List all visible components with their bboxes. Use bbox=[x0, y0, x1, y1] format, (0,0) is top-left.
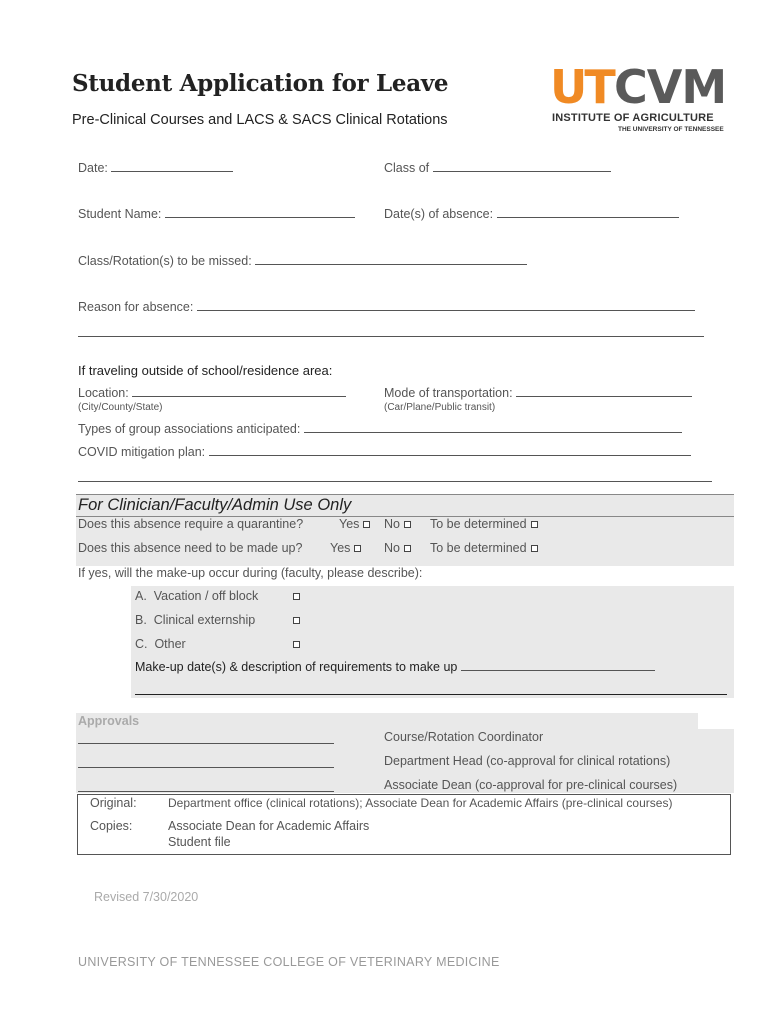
makeup-tbd-checkbox[interactable] bbox=[531, 545, 538, 552]
makeup-dates-field[interactable] bbox=[461, 660, 655, 671]
option-other-checkbox[interactable] bbox=[293, 641, 300, 648]
mode-label: Mode of transportation: bbox=[384, 386, 692, 400]
page-title: Student Application for Leave bbox=[72, 70, 449, 97]
assoc-dean-signature-line[interactable] bbox=[78, 791, 334, 792]
option-other[interactable]: C. Other bbox=[135, 637, 186, 651]
makeup-yes[interactable]: Yes bbox=[330, 541, 361, 555]
groups-field[interactable] bbox=[304, 422, 682, 433]
quarantine-no-checkbox[interactable] bbox=[404, 521, 411, 528]
mode-field[interactable] bbox=[516, 386, 692, 397]
student-name-field[interactable] bbox=[165, 207, 355, 218]
option-vacation[interactable]: A. Vacation / off block bbox=[135, 589, 259, 603]
copies-line2: Student file bbox=[168, 835, 231, 849]
date-field[interactable] bbox=[111, 161, 233, 172]
quarantine-yes-checkbox[interactable] bbox=[363, 521, 370, 528]
dates-absence-field[interactable] bbox=[497, 207, 679, 218]
logo-institute: INSTITUTE OF AGRICULTURE bbox=[552, 112, 714, 124]
option-vacation-checkbox[interactable] bbox=[293, 593, 300, 600]
dates-absence-label: Date(s) of absence: bbox=[384, 207, 679, 221]
student-name-label: Student Name: bbox=[78, 207, 355, 221]
covid-field-line2[interactable] bbox=[78, 481, 712, 482]
admin-top-rule bbox=[76, 494, 734, 495]
dept-head-signature-line[interactable] bbox=[78, 767, 334, 768]
covid-label: COVID mitigation plan: bbox=[78, 445, 691, 459]
makeup-no[interactable]: No bbox=[384, 541, 411, 555]
quarantine-yes[interactable]: Yes bbox=[339, 517, 370, 531]
class-of-field[interactable] bbox=[433, 161, 611, 172]
class-rotation-label: Class/Rotation(s) to be missed: bbox=[78, 254, 527, 268]
makeup-no-checkbox[interactable] bbox=[404, 545, 411, 552]
approvals-shade bbox=[76, 713, 698, 729]
reason-field[interactable] bbox=[197, 300, 695, 311]
approvals-heading: Approvals bbox=[78, 714, 140, 728]
coordinator-signature-line[interactable] bbox=[78, 743, 334, 744]
utcvm-logo bbox=[548, 60, 738, 138]
copies-label: Copies: bbox=[90, 819, 133, 833]
makeup-dates-line2[interactable] bbox=[135, 694, 727, 695]
location-hint: (City/County/State) bbox=[78, 402, 163, 413]
copies-line1: Associate Dean for Academic Affairs bbox=[168, 819, 370, 833]
assoc-dean-role: Associate Dean (co-approval for pre-clinical courses) bbox=[384, 778, 678, 792]
makeup-dates-label: Make-up date(s) & description of requirements to make up bbox=[135, 660, 655, 674]
coordinator-role: Course/Rotation Coordinator bbox=[384, 730, 544, 744]
quarantine-tbd-checkbox[interactable] bbox=[531, 521, 538, 528]
logo-ut-mark: UT bbox=[550, 60, 613, 114]
reason-field-line2[interactable] bbox=[78, 336, 704, 337]
reason-label: Reason for absence: bbox=[78, 300, 695, 314]
makeup-tbd[interactable]: To be determined bbox=[430, 541, 538, 555]
dept-head-role: Department Head (co-approval for clinical rotations) bbox=[384, 754, 671, 768]
quarantine-question: Does this absence require a quarantine? bbox=[78, 517, 304, 531]
makeup-question: Does this absence need to be made up? bbox=[78, 541, 303, 555]
travel-heading: If traveling outside of school/residence area: bbox=[78, 363, 333, 378]
logo-cvm-text: CVM bbox=[614, 60, 727, 114]
admin-heading: For Clinician/Faculty/Admin Use Only bbox=[78, 496, 352, 514]
college-footer: UNIVERSITY OF TENNESSEE COLLEGE OF VETERINARY MEDICINE bbox=[78, 955, 500, 969]
logo-university: THE UNIVERSITY OF TENNESSEE bbox=[618, 126, 724, 133]
makeup-during-text: If yes, will the make-up occur during (faculty, please describe): bbox=[78, 566, 423, 580]
makeup-yes-checkbox[interactable] bbox=[354, 545, 361, 552]
groups-label: Types of group associations anticipated: bbox=[78, 422, 682, 436]
revised-date: Revised 7/30/2020 bbox=[94, 890, 199, 904]
option-externship[interactable]: B. Clinical externship bbox=[135, 613, 256, 627]
mode-hint: (Car/Plane/Public transit) bbox=[384, 402, 496, 413]
location-label: Location: bbox=[78, 386, 346, 400]
covid-field[interactable] bbox=[209, 445, 691, 456]
class-rotation-field[interactable] bbox=[255, 254, 527, 265]
option-externship-checkbox[interactable] bbox=[293, 617, 300, 624]
original-value: Department office (clinical rotations); Associate Dean for Academic Affairs (pre-clinical courses) bbox=[168, 796, 673, 810]
original-label: Original: bbox=[90, 796, 137, 810]
class-of-label: Class of bbox=[384, 161, 611, 175]
quarantine-no[interactable]: No bbox=[384, 517, 411, 531]
location-field[interactable] bbox=[132, 386, 346, 397]
date-label: Date: bbox=[78, 161, 233, 175]
quarantine-tbd[interactable]: To be determined bbox=[430, 517, 538, 531]
page-subtitle: Pre-Clinical Courses and LACS & SACS Clinical Rotations bbox=[72, 112, 448, 128]
